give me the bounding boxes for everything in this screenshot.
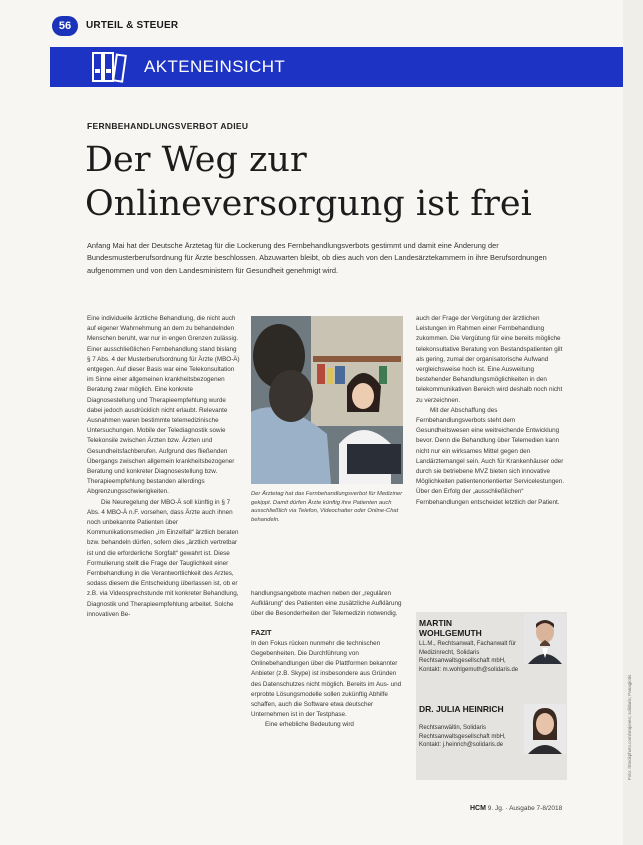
author-name xyxy=(419,618,529,638)
article-lead: Anfang Mai hat der Deutsche Ärztetag für die Lockerung des Fernbehandlungsverbots gestimmt und damit eine Änderung der Bundesmusterberufsordnung für Ärzte beschlossen. Abzuwarten bleibt, ob dies auch von den Landesärztekammern in ihre Berufsordnungen aufgenommen und von den Landesministern für Gesundheit genehmigt wird. xyxy=(87,241,547,275)
photo-credit-text: Foto: iStockphoto.com/vmjones; solidaris; Panagiotis xyxy=(627,674,632,780)
magazine-name: HCM xyxy=(470,805,486,812)
author-first-name: MARTIN xyxy=(419,618,453,628)
page-footer xyxy=(470,805,562,812)
paragraph: auch der Frage der Vergütung der ärztlichen Leistungen im Rahmen einer Fernbehandlung zukommen. Die Vergütung für eine bereits mögliche telekonsultative Beratung von Bestandspatienten gilt als gering, zumal der organisatorische Aufwand vergleichsweise hoch ist. Eine Ausweitung bestehender Behandlungsmöglichkeiten in den telekommunikativen Bereich wird deshalb noch nicht zu verzeichnen. xyxy=(416,315,563,404)
author-bio: LL.M., Rechtsanwalt, Fachanwalt für Medizinrecht, Solidaris Rechtsanwaltsgesellschaft mbH, Kontakt: m.wohlgemuth@solidaris.de xyxy=(419,641,519,673)
text-column-2 xyxy=(251,589,403,731)
banner-title: AKTENEINSICHT xyxy=(144,57,286,76)
binders-icon xyxy=(90,51,130,83)
issue-info: 9. Jg. · Ausgabe 7-8/2018 xyxy=(487,805,563,812)
page-number: 56 xyxy=(52,16,78,36)
paragraph: Die Neuregelung der MBO-Ä soll künftig in § 7 Abs. 4 MBO-Ä n.F. vorsehen, dass Ärzte auch ihnen noch unbekannte Patienten über Kommunikationsmedien „im Einzelfall“ ärztlich beraten bzw. behandeln dürfen, sofern dies „ärztlich vertretbar ist und die erforderliche Sorgfalt“ gewahrt ist. Diese Formulierung stellt die Frage der Tauglichkeit einer Fernbehandlung in die Verantwortlichkeit des Arztes, sodass diesem die Entscheidung überlassen ist, ob er z.B. via Videosprechstunde mit konkreter Behandlung, Diagnostik und Therapieempfehlung arbeitet. Solche innovativen Be- xyxy=(87,498,239,618)
paragraph: Eine individuelle ärztliche Behandlung, die nicht auch auf eigener Wahrnehmung an dem zu behandelnden Menschen beruht, war nur in engen Grenzen zulässig. Einer ausschließlichen Fernbehandlung stand bislang § 7 Abs. 4 der Musterberufsordnung für Ärzte (MBO-Ä) entgegen. Auf dieser Basis war eine Telekonsultation im Sinne einer allgemeinen krankheitsbezogenen Beratung zwar möglich. Eine konkrete Diagnosestellung und Therapieempfehlung wurde dabei jedoch ausdrücklich nicht erlaubt. Relevante Ausnahmen waren bestimmte telemedizinische Untersuchungen. Mobile der Telediagnostik sowie Telekonsile zwischen Ärzten bzw. Ärzten und Gesundheitsfachberufen. Aufgrund des fließenden Übergangs zwischen allgemein krankheitsbezogener Beratung und konkreter Diagnosestellung bzw. Therapieempfehlung bestanden allerdings Abgrenzungsschwierigkeiten. xyxy=(87,315,240,496)
photo-credit xyxy=(627,420,641,780)
paragraph: Mit der Abschaffung des Fernbehandlungsverbots steht dem Gesundheitswesen eine weitreichende Entwicklung bevor. Denn die Behandlung über Telemedien kann nicht nur ein wirksames Mittel gegen den Landärztemangel sein. Auch für Krankenhäuser oder durch sie betriebene MVZ bieten sich innovative Möglichkeiten patientenorientierter Servicelestungen. Über den Erfolg der „ausschließlichen“ Fernbehandlungen entscheidet letztlich der Patient. xyxy=(416,406,565,506)
paragraph: handlungsangebote machen neben der „regulären Aufklärung“ des Patienten eine zusätzliche Aufklärung über die Besonderheiten der Telemedizin notwendig. xyxy=(251,590,402,618)
paragraph: Eine erhebliche Bedeutung wird xyxy=(265,721,354,729)
text-column-3 xyxy=(416,314,566,508)
author-heinrich xyxy=(419,704,529,750)
author-box xyxy=(416,612,567,780)
photo-caption: Der Ärztetag hat das Fernbehandlungsverbot für Mediziner gekippt. Damit dürfen Ärzte künftig ihre Patienten auch ausschließlich via Telefon, Videochatter oder Online-Chat behandeln. xyxy=(251,491,403,523)
article-kicker: FERNBEHANDLUNGSVERBOT ADIEU xyxy=(87,121,249,131)
author-portrait-wohlgemuth xyxy=(524,614,566,664)
section-label: URTEIL & STEUER xyxy=(86,20,179,31)
section-banner xyxy=(50,47,623,87)
author-bio: Rechtsanwältin, Solidaris Rechtsanwaltsgesellschaft mbH, Kontakt: j.heinrich@solidaris.de xyxy=(419,725,506,749)
author-last-name: WOHLGEMUTH xyxy=(419,628,482,638)
headline-line-1: Der Weg zur xyxy=(85,140,307,180)
text-column-1 xyxy=(87,314,240,620)
photo-telemedicine-illustration xyxy=(251,316,403,484)
article-photo xyxy=(251,316,403,484)
fazit-heading: FAZIT xyxy=(251,627,272,637)
article-headline xyxy=(85,138,585,226)
author-wohlgemuth xyxy=(419,618,529,674)
author-name: DR. JULIA HEINRICH xyxy=(419,704,504,714)
portrait-woman-icon xyxy=(524,704,566,754)
paragraph: In den Fokus rücken nunmehr die technischen Gegebenheiten. Die Durchführung von Onlinebehandlungen über die Plattformen bekannter Anbieter (z.B. Skype) ist insbesondere aus Gründen des Datenschutzes nicht möglich. Bereits im Aus- und erprobte Lösungsmodelle sollen zukünftig Abhilfe schaffen, auch die Software etwa deutscher Unternehmen ist in der Testphase. xyxy=(251,639,402,719)
portrait-man-icon xyxy=(524,614,566,664)
author-portrait-heinrich xyxy=(524,704,566,754)
headline-line-2: Onlineversorgung ist frei xyxy=(85,184,532,224)
